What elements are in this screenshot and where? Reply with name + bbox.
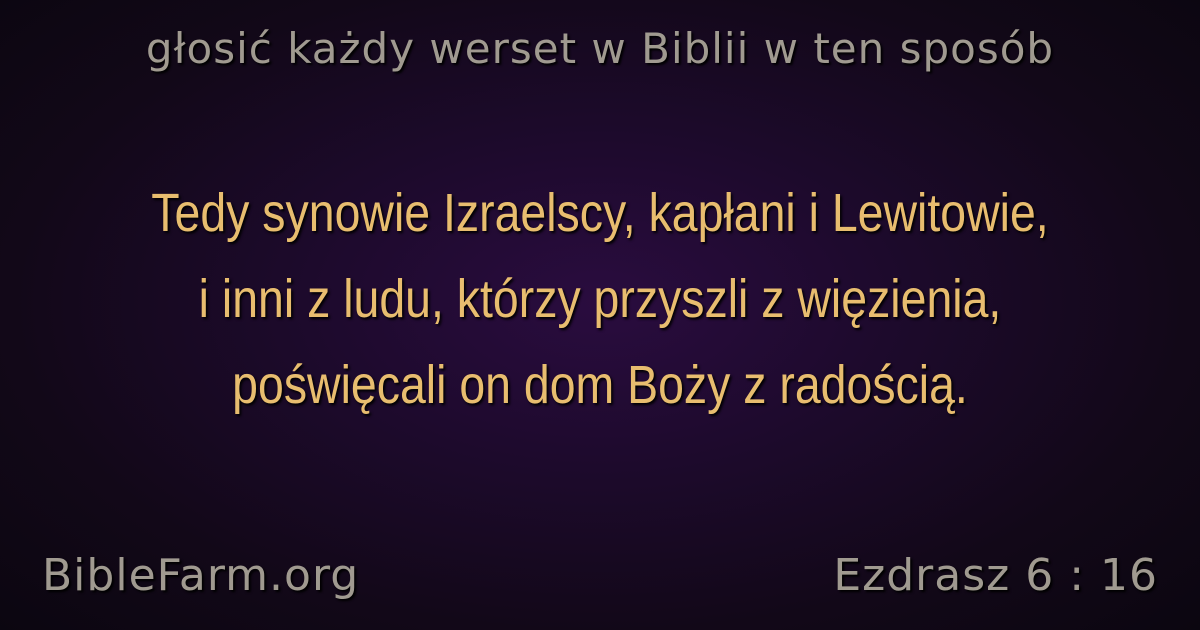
verse-line: poświęcali on dom Boży z radością.	[232, 355, 968, 415]
verse-text	[118, 170, 1081, 428]
verse-line: Tedy synowie Izraelscy, kapłani i Lewitowie,	[151, 183, 1049, 243]
tagline: głosić każdy werset w Biblii w ten sposób	[145, 24, 1055, 73]
verse-line: i inni z ludu, którzy przyszli z więzienia,	[198, 269, 1002, 329]
site-name: BibleFarm.org	[42, 550, 360, 601]
verse-reference: Ezdrasz 6 : 16	[833, 550, 1158, 601]
